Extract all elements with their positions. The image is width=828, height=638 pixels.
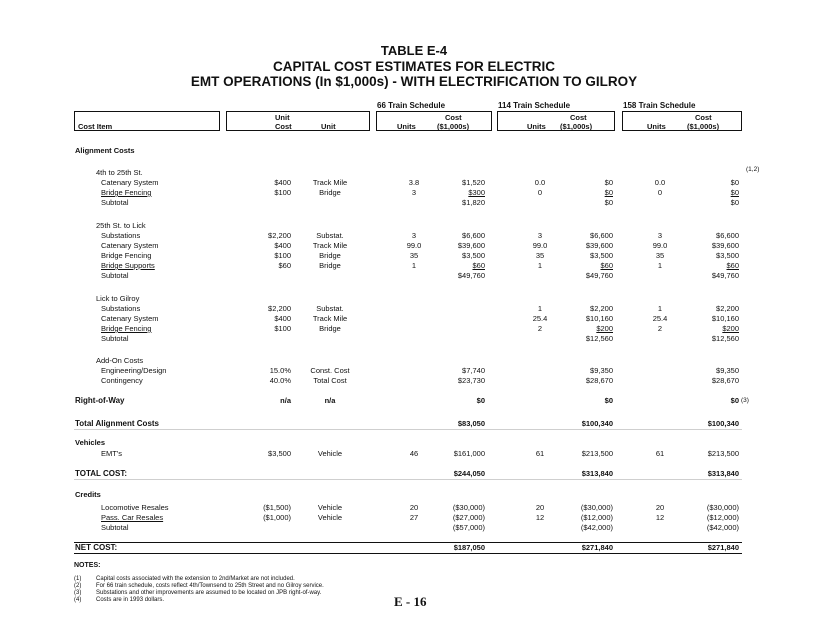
units-header: Units [647,122,666,131]
row-label: Pass. Car Resales [101,513,164,522]
unit-cell: Vehicle [317,503,343,512]
row-label: Bridge Supports [101,261,155,270]
table-row [0,396,828,406]
unit-cell: Bridge [319,324,341,333]
cost-114-cell: $28,670 [585,376,613,385]
cost-66-cell: ($27,000) [452,513,485,522]
note-text: Capital costs associated with the extension to 2nd/Market are not included. [96,576,295,582]
row-label: Contingency [101,376,143,385]
units-114-cell: 35 [535,251,545,260]
cost-158-cell: ($12,000) [706,513,739,522]
cost-158-cell: ($30,000) [706,503,739,512]
units-66-cell: 3 [411,231,417,240]
cost-158-cell: $49,760 [711,271,739,280]
units-158-cell: 12 [655,513,665,522]
table-row [0,356,828,366]
schedule-114-heading: 114 Train Schedule [498,101,571,110]
row-label: Locomotive Resales [101,503,169,512]
table-title-line-2: EMT OPERATIONS (In $1,000s) - WITH ELECTRIFICATION TO GILROY [190,74,638,89]
cost-158-cell: $200 [722,324,739,333]
unit-cost-header-2: Cost [275,122,292,131]
units-66-cell: 27 [409,513,419,522]
cost-header-1: Cost [445,113,462,122]
units-114-cell: 12 [535,513,545,522]
cost-header-1: Cost [570,113,587,122]
cost-header-1: Cost [695,113,712,122]
footnote-mark-alignment: (1,2) [746,166,760,173]
cost-114-cell: $10,160 [585,314,613,323]
units-158-cell: 0 [657,188,663,197]
table-row [0,324,828,334]
cost-114-cell: $313,840 [581,469,613,478]
cost-114-cell: $2,200 [590,304,613,313]
row-label: Catenary System [101,241,159,250]
unit-cost-cell: ($1,000) [263,513,291,522]
unit-cell: Track Mile [312,178,348,187]
row-label: Catenary System [101,178,159,187]
row-label: EMT's [101,449,123,458]
cost-114-cell: $49,760 [585,271,613,280]
row-label: NET COST: [75,543,118,552]
unit-cell: Bridge [319,251,341,260]
row-label: Engineering/Design [101,366,167,375]
units-114-cell: 3 [537,231,543,240]
row-label: Lick to Gilroy [96,294,140,303]
cost-158-cell: $313,840 [707,469,739,478]
cost-114-cell: ($42,000) [580,523,613,532]
unit-cost-cell: $100 [274,188,291,197]
table-number: TABLE E-4 [380,43,448,58]
cost-158-cell: $271,840 [707,543,739,552]
row-label: Subtotal [101,198,129,207]
unit-cell: Const. Cost [310,366,350,375]
cost-66-cell: $83,050 [457,419,485,428]
cost-114-cell: $12,560 [585,334,613,343]
table-row [0,251,828,261]
cost-158-cell: $28,670 [711,376,739,385]
table-row [0,168,828,178]
unit-cost-cell: $2,200 [268,231,291,240]
footnote-mark-right-of-way: (3) [741,397,749,404]
units-header: Units [397,122,416,131]
cost-66-cell: $6,600 [462,231,485,240]
table-row [0,490,828,500]
cost-114-cell: $60 [600,261,613,270]
unit-cell: n/a [324,396,336,405]
note-text: Substations and other improvements are assumed to be located on JPB right-of-way. [96,590,322,596]
row-label: 25th St. to Lick [96,221,146,230]
cost-158-cell: $213,500 [707,449,739,458]
table-row [0,178,828,188]
table-row [0,376,828,386]
cost-158-cell: $39,600 [711,241,739,250]
units-114-cell: 20 [535,503,545,512]
row-label: Subtotal [101,523,129,532]
units-114-cell: 0 [537,188,543,197]
unit-cost-cell: 15.0% [269,366,291,375]
row-label: Catenary System [101,314,159,323]
units-114-cell: 0.0 [534,178,546,187]
table-row [0,503,828,513]
unit-header: Unit [321,122,336,131]
table-row [0,513,828,523]
table-row [0,261,828,271]
cost-66-cell: $49,760 [457,271,485,280]
units-158-cell: 3 [657,231,663,240]
unit-cell: Vehicle [317,449,343,458]
cost-66-cell: $7,740 [462,366,485,375]
table-row [0,221,828,231]
cost-header-2: ($1,000s) [437,122,470,131]
table-row [0,419,828,429]
table-row [0,271,828,281]
cost-66-cell: $161,000 [453,449,485,458]
cost-158-cell: $2,200 [716,304,739,313]
table-row [0,334,828,344]
row-label: Add-On Costs [96,356,144,365]
cost-114-cell: $3,500 [590,251,613,260]
table-row [0,366,828,376]
cost-66-cell: $1,520 [462,178,485,187]
table-row [0,304,828,314]
cost-158-cell: $0 [730,396,739,405]
cost-158-cell: $0 [730,198,739,207]
cost-header-2: ($1,000s) [560,122,593,131]
cost-158-cell: $100,340 [707,419,739,428]
units-66-cell: 3.8 [408,178,420,187]
row-label: Bridge Fencing [101,188,152,197]
row-label: 4th to 25th St. [96,168,143,177]
cost-114-cell: $271,840 [581,543,613,552]
cost-114-cell: $0 [604,198,613,207]
note-text: Costs are in 1993 dollars. [96,597,165,603]
unit-cell: Substat. [316,304,344,313]
row-label: Vehicles [75,438,106,447]
units-66-cell: 20 [409,503,419,512]
cost-114-cell: $100,340 [581,419,613,428]
unit-cost-cell: $100 [274,324,291,333]
table-row [0,523,828,533]
cost-item-header: Cost Item [78,122,113,131]
units-158-cell: 25.4 [652,314,668,323]
note-number: (4) [74,597,82,603]
unit-cell: Total Cost [313,376,347,385]
row-label: Total Alignment Costs [75,419,159,428]
unit-cell: Bridge [319,188,341,197]
table-row [0,314,828,324]
cost-158-cell: $60 [726,261,739,270]
units-158-cell: 1 [657,304,663,313]
units-114-cell: 61 [535,449,545,458]
cost-158-cell: $9,350 [716,366,739,375]
units-66-cell: 99.0 [406,241,422,250]
unit-cost-cell: n/a [280,396,291,405]
note-text: For 66 train schedule, costs reflect 4th/Townsend to 25th Street and no Gilroy service. [96,583,324,589]
cost-158-cell: $6,600 [716,231,739,240]
cost-114-cell: ($12,000) [580,513,613,522]
units-66-cell: 35 [409,251,419,260]
cost-66-cell: $23,730 [457,376,485,385]
cost-66-cell: $1,820 [462,198,485,207]
cost-158-cell: $3,500 [716,251,739,260]
table-row [0,198,828,208]
unit-cost-cell: $2,200 [268,304,291,313]
unit-cost-cell: ($1,500) [263,503,291,512]
table-row [0,188,828,198]
table-row [0,449,828,459]
row-label: TOTAL COST: [75,469,127,478]
unit-cost-cell: $100 [274,251,291,260]
schedule-158-heading: 158 Train Schedule [623,101,696,110]
unit-cell: Track Mile [312,241,348,250]
unit-cost-cell: $3,500 [268,449,291,458]
cost-114-cell: $213,500 [581,449,613,458]
cost-66-cell: ($57,000) [452,523,485,532]
cost-66-cell: ($30,000) [452,503,485,512]
units-66-cell: 3 [411,188,417,197]
units-66-cell: 1 [411,261,417,270]
row-label: Subtotal [101,271,129,280]
cost-114-cell: $0 [604,396,613,405]
unit-cell: Vehicle [317,513,343,522]
table-row [0,438,828,448]
note-number: (1) [74,576,82,582]
note-number: (3) [74,590,82,596]
cost-158-cell: $10,160 [711,314,739,323]
cost-114-cell: $9,350 [590,366,613,375]
units-114-cell: 1 [537,304,543,313]
cost-66-cell: $187,050 [453,543,485,552]
cost-114-cell: ($30,000) [580,503,613,512]
unit-cost-cell: $400 [274,314,291,323]
row-label: Bridge Fencing [101,324,152,333]
cost-114-cell: $39,600 [585,241,613,250]
cost-114-cell: $0 [604,178,613,187]
units-158-cell: 99.0 [652,241,668,250]
units-158-cell: 2 [657,324,663,333]
row-label: Right-of-Way [75,396,125,405]
table-row [0,294,828,304]
schedule-66-heading: 66 Train Schedule [377,101,446,110]
cost-66-cell: $39,600 [457,241,485,250]
units-header: Units [527,122,546,131]
cost-158-cell: $0 [730,188,739,197]
table-title-line-1: CAPITAL COST ESTIMATES FOR ELECTRIC [272,59,555,74]
cost-66-cell: $0 [476,396,485,405]
units-158-cell: 0.0 [654,178,666,187]
cost-66-cell: $60 [472,261,485,270]
table-row [0,469,828,479]
table-row [0,146,828,156]
cost-158-cell: ($42,000) [706,523,739,532]
row-label: Substations [101,231,141,240]
cost-header-2: ($1,000s) [687,122,720,131]
units-158-cell: 35 [655,251,665,260]
row-label: Alignment Costs [75,146,135,155]
cost-114-cell: $0 [604,188,613,197]
unit-cost-cell: $400 [274,241,291,250]
table-row [0,241,828,251]
cost-114-cell: $6,600 [590,231,613,240]
cost-66-cell: $300 [468,188,485,197]
row-label: Credits [75,490,101,499]
cost-158-cell: $12,560 [711,334,739,343]
units-158-cell: 20 [655,503,665,512]
unit-cost-cell: $60 [278,261,291,270]
cost-158-cell: $0 [730,178,739,187]
units-114-cell: 25.4 [532,314,548,323]
notes-title: NOTES: [74,562,101,569]
unit-cell: Track Mile [312,314,348,323]
unit-cost-header-1: Unit [275,113,290,122]
page-number: E - 16 [394,594,427,609]
unit-cost-cell: 40.0% [269,376,291,385]
table-row [0,231,828,241]
unit-cell: Substat. [316,231,344,240]
unit-cell: Bridge [319,261,341,270]
unit-cost-cell: $400 [274,178,291,187]
row-label: Substations [101,304,141,313]
cost-66-cell: $244,050 [453,469,485,478]
units-158-cell: 61 [655,449,665,458]
units-158-cell: 1 [657,261,663,270]
row-label: Bridge Fencing [101,251,152,260]
units-114-cell: 1 [537,261,543,270]
note-number: (2) [74,583,82,589]
units-66-cell: 46 [409,449,419,458]
units-114-cell: 99.0 [532,241,548,250]
units-114-cell: 2 [537,324,543,333]
table-row [0,543,828,553]
cost-114-cell: $200 [596,324,613,333]
row-label: Subtotal [101,334,129,343]
cost-66-cell: $3,500 [462,251,485,260]
